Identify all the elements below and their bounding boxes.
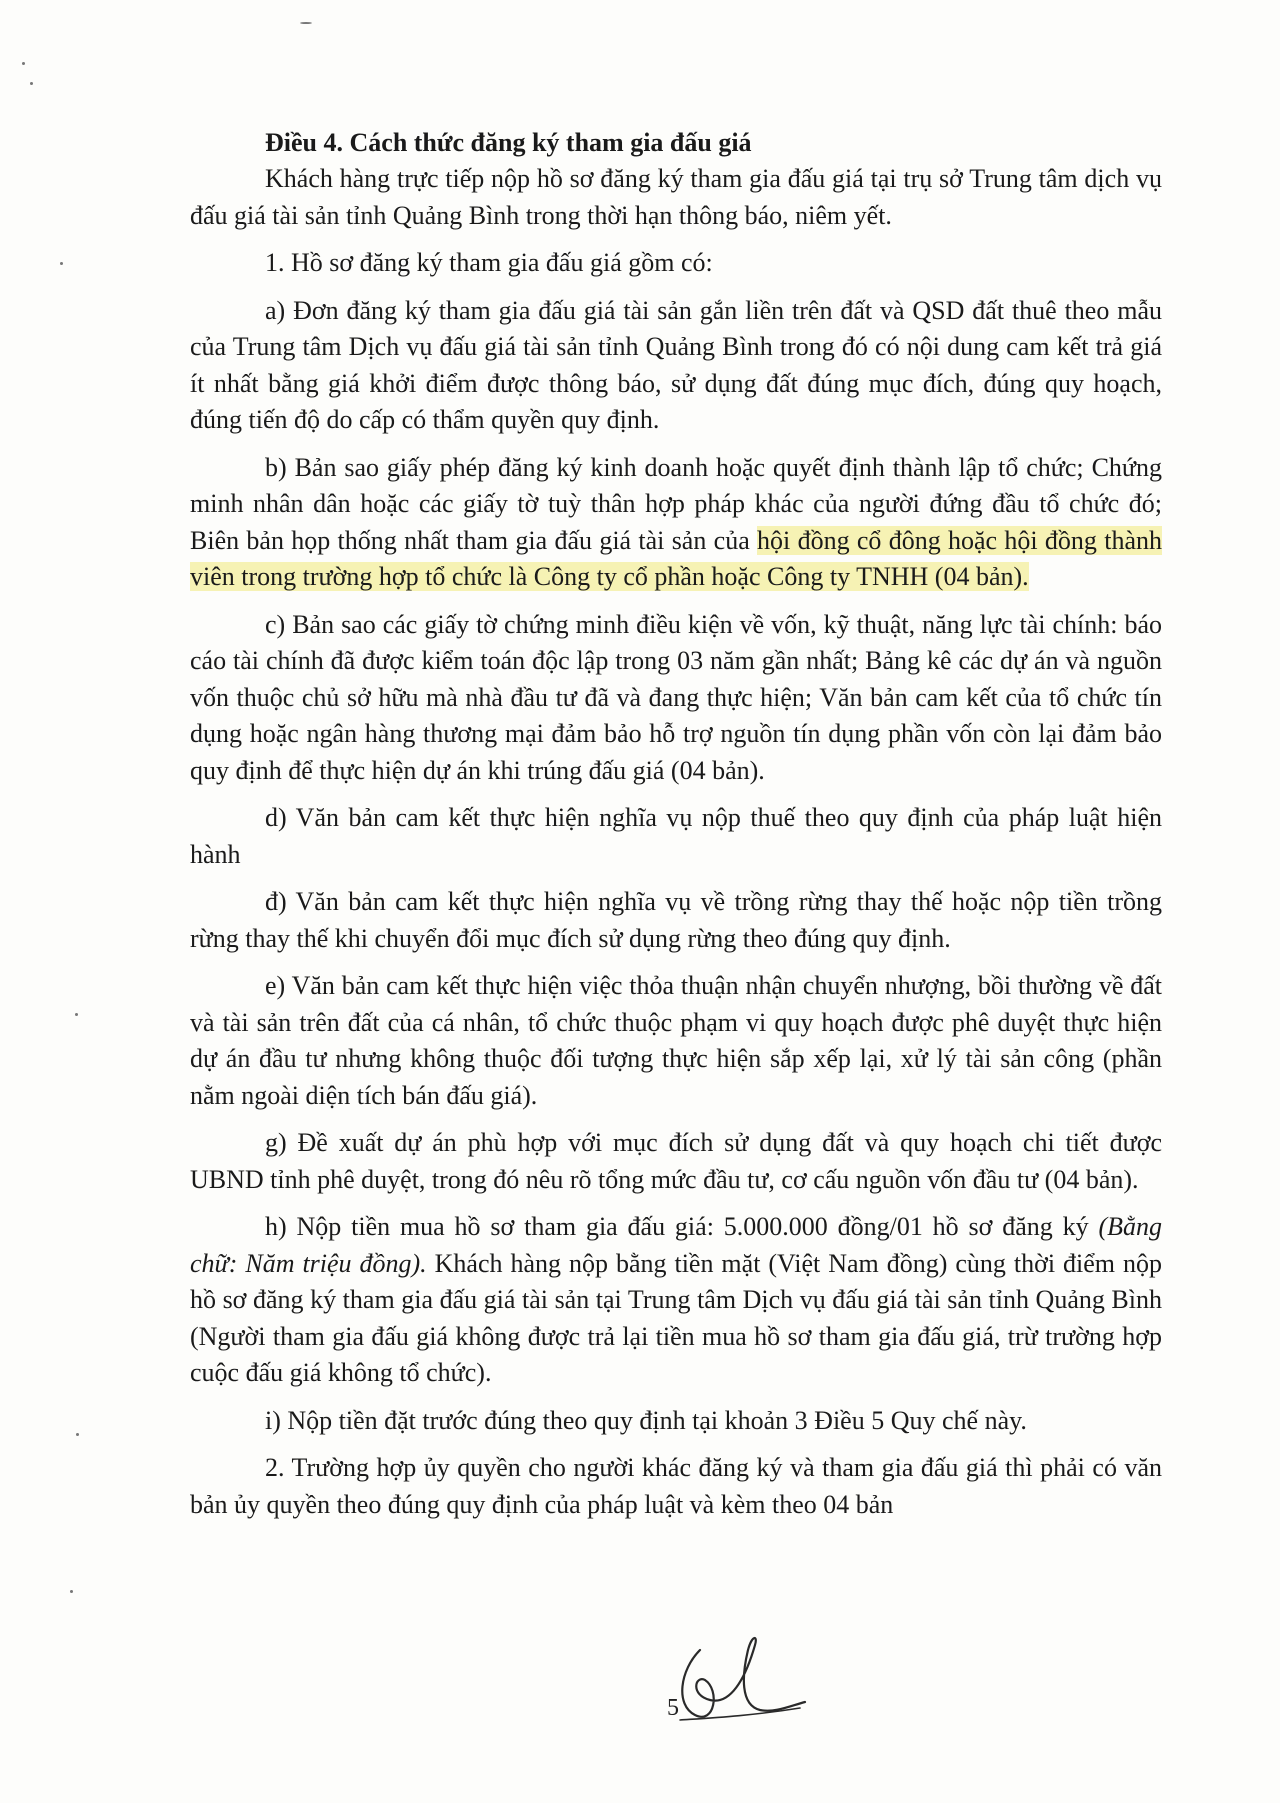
scan-mark [60,262,63,265]
signature-mark [660,1620,810,1740]
highlighted-text: hội đồng cổ đông hoặc hội đồng thành viên trong trường hợp tổ chức là Công ty cổ phần hoặc Công ty TNHH (04 bản). [190,525,1162,591]
page-number: 5 [667,1695,679,1721]
item-h-rest: Khách hàng nộp bằng tiền mặt (Việt Nam đồng) cùng thời điểm nộp hồ sơ đăng ký tham gia đấu giá tài sản tại Trung tâm Dịch vụ đấu giá tài sản tỉnh Quảng Bình (Người tham gia đấu giá không được trả lại tiền mua hồ sơ tham gia đấu giá, trừ trường hợp cuộc đấu giá không tổ chức). [190,1248,1162,1387]
scan-mark [30,82,33,85]
scan-mark [300,22,312,24]
scan-mark [76,1433,79,1436]
item-e: e) Văn bản cam kết thực hiện việc thỏa thuận nhận chuyển nhượng, bồi thường về đất và tài sản trên đất của cá nhân, tổ chức thuộc phạm vi quy hoạch được phê duyệt thực hiện dự án đầu tư nhưng không thuộc đối tượng thực hiện sắp xếp lại, xử lý tài sản công (phần nằm ngoài diện tích bán đấu giá). [190,971,1162,1110]
item-c: c) Bản sao các giấy tờ chứng minh điều kiện về vốn, kỹ thuật, năng lực tài chính: báo cáo tài chính đã được kiểm toán độc lập trong 03 năm gần nhất; Bảng kê các dự án và nguồn vốn thuộc chủ sở hữu mà nhà đầu tư đã và đang thực hiện; Văn bản cam kết của tổ chức tín dụng hoặc ngân hàng thương mại đảm bảo hỗ trợ nguồn tín dụng phần vốn còn lại đảm bảo quy định để thực hiện dự án khi trúng đấu giá (04 bản). [190,609,1162,785]
scan-mark [75,1013,78,1016]
item-b-text: b) Bản sao giấy phép đăng ký kinh doanh hoặc quyết định thành lập tổ chức; Chứng minh nhân dân hoặc các giấy tờ tuỳ thân hợp pháp khác của người đứng đầu tổ chức đó; Biên bản họp thống nhất tham gia đấu giá tài sản của [190,452,1162,555]
scan-mark [22,62,25,65]
intro-paragraph: Khách hàng trực tiếp nộp hồ sơ đăng ký tham gia đấu giá tại trụ sở Trung tâm dịch vụ đấu giá tài sản tỉnh Quảng Bình trong thời hạn thông báo, niêm yết. [190,164,1162,230]
item-2: 2. Trường hợp ủy quyền cho người khác đăng ký và tham gia đấu giá thì phải có văn bản ủy quyền theo đúng quy định của pháp luật và kèm theo 04 bản [190,1453,1162,1519]
item-g: g) Đề xuất dự án phù hợp với mục đích sử dụng đất và quy hoạch chi tiết được UBND tỉnh phê duyệt, trong đó nêu rõ tổng mức đầu tư, cơ cấu nguồn vốn đầu tư (04 bản). [190,1128,1162,1194]
document-body [190,125,1162,1534]
item-i: i) Nộp tiền đặt trước đúng theo quy định tại khoản 3 Điều 5 Quy chế này. [265,1405,1027,1435]
item-h-text: h) Nộp tiền mua hồ sơ tham gia đấu giá: 5.000.000 đồng/01 hồ sơ đăng ký [265,1212,1099,1241]
item-1: 1. Hồ sơ đăng ký tham gia đấu giá gồm có: [265,248,713,277]
item-h-italic: (Bằng chữ: Năm triệu đồng). [190,1212,1162,1278]
scan-mark [70,1590,73,1593]
article-heading: Điều 4. Cách thức đăng ký tham gia đấu giá [265,128,752,157]
item-h [190,1209,1162,1392]
item-d: d) Văn bản cam kết thực hiện nghĩa vụ nộp thuế theo quy định của pháp luật hiện hành [190,803,1162,869]
signature-stroke [682,1638,805,1717]
item-b [190,450,1162,596]
item-a: a) Đơn đăng ký tham gia đấu giá tài sản gắn liền trên đất và QSD đất thuê theo mẫu của Trung tâm Dịch vụ đấu giá tài sản tỉnh Quảng Bình trong đó có nội dung cam kết trả giá ít nhất bằng giá khởi điểm được thông báo, sử dụng đất đúng mục đích, đúng quy hoạch, đúng tiến độ do cấp có thẩm quyền quy định. [190,295,1162,434]
item-dd: đ) Văn bản cam kết thực hiện nghĩa vụ về trồng rừng thay thế hoặc nộp tiền trồng rừng thay thế khi chuyển đổi mục đích sử dụng rừng theo đúng quy định. [190,887,1162,953]
